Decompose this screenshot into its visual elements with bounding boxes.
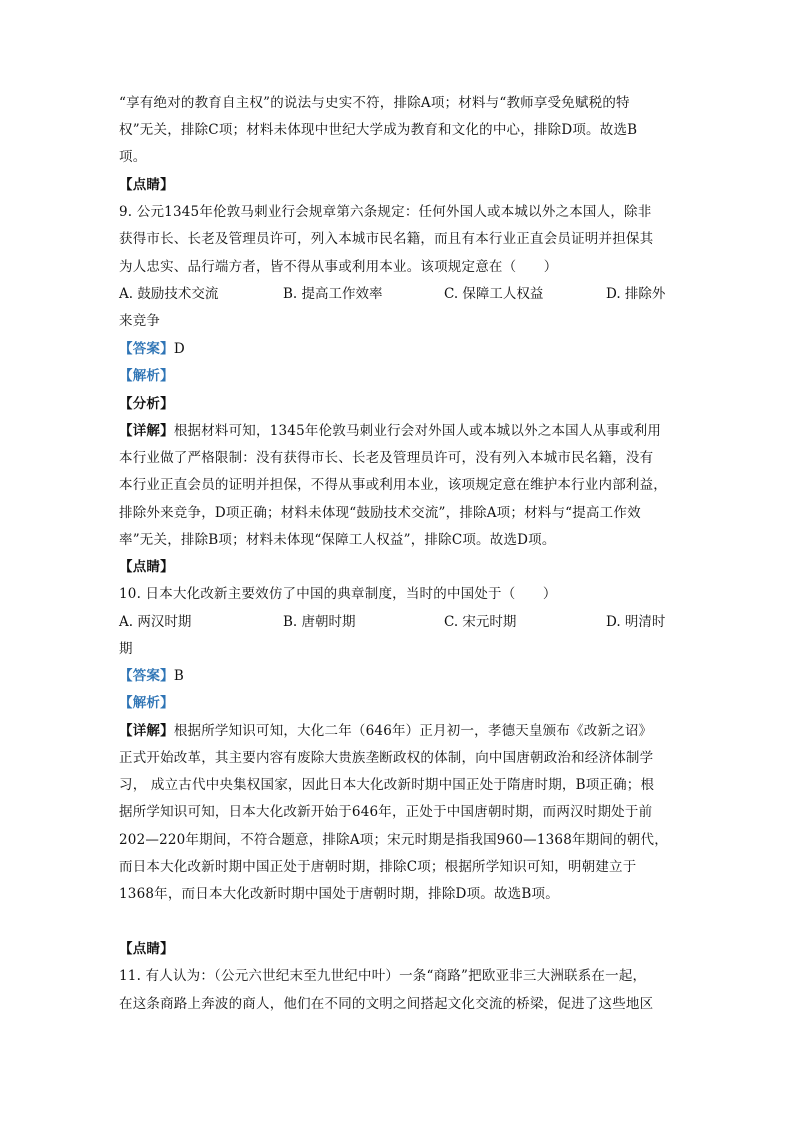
q9-option-b: B. 提高工作效率 [283, 286, 383, 302]
question-10-stem: 10. 日本大化改新主要效仿了中国的典章制度，当时的中国处于（ ） [119, 586, 557, 602]
q9-answer [119, 340, 679, 358]
text-line: 在这条商路上奔波的商人，他们在不同的文明之间搭起文化交流的桥梁，促进了这些地区 [119, 996, 654, 1012]
q9-option-c: C. 保障工人权益 [444, 286, 544, 302]
jiexi-tag: 【解析】 [119, 368, 174, 384]
text-line: 本行业做了严格限制：没有获得市长、长老及管理员许可，没有列入本城市民名籍，没有 [119, 450, 654, 466]
text-line: 而日本大化改新时期中国正处于唐朝时期，排除C项；根据所学知识可知，明朝建立于 [119, 859, 637, 875]
dianjing-tag: 【点睛】 [119, 941, 174, 957]
text-line: 项。 [119, 149, 147, 165]
text-line: 根据所学知识可知，大化二年（646年）正月初一，孝德天皇颁布《改新之诏》 [173, 723, 653, 739]
q9-option-d: D. 排除外 [606, 286, 666, 302]
answer-value: B [173, 668, 184, 684]
q10-option-d: D. 明清时 [606, 614, 666, 630]
q10-option-c: C. 宋元时期 [444, 614, 517, 630]
text-line: 为人忠实、品行端方者，皆不得从事或利用本业。该项规定意在（ ） [119, 259, 558, 275]
text-line: 排除外来竞争，D项正确；材料未体现“鼓励技术交流”，排除A项；材料与“提高工作效 [119, 505, 641, 521]
text-line: 正式开始改革，其主要内容有废除大贵族垄断政权的体制，向中国唐朝政治和经济体制学 [119, 750, 654, 766]
answer-tag: 【答案】 [119, 668, 174, 684]
q10-option-a: A. 两汉时期 [119, 614, 192, 630]
fenxi-tag: 【分析】 [119, 396, 174, 412]
answer-tag: 【答案】 [119, 341, 174, 357]
question-9-stem: 9. 公元1345年伦敦马刺业行会规章第六条规定：任何外国人或本城以外之本国人，除非 [119, 204, 652, 220]
text-line: 权”无关，排除C项；材料未体现中世纪大学成为教育和文化的中心，排除D项。故选B [119, 122, 638, 138]
text-line: 习， 成立古代中央集权国家，因此日本大化改新时期中国正处于隋唐时期，B项正确；根 [119, 777, 655, 793]
text-line: 1368年，而日本大化改新时期中国处于唐朝时期，排除D项。故选B项。 [119, 886, 559, 902]
q10-answer [119, 667, 679, 685]
q10-explanation [119, 722, 679, 740]
text-line: 根据材料可知，1345年伦敦马刺业行会对外国人或本城以外之本国人从事或利用 [173, 423, 662, 439]
question-11-stem: 11. 有人认为：（公元六世纪末至九世纪中叶）一条“商路”把欧亚非三大洲联系在一起， [119, 968, 647, 984]
q10-option-b: B. 唐朝时期 [283, 614, 356, 630]
dianjing-tag: 【点睛】 [119, 559, 174, 575]
text-line: 202—220年期间，不符合题意，排除A项；宋元时期是指我国960—1368年期间的朝代， [119, 832, 668, 848]
text-line: 来竞争 [119, 313, 161, 329]
answer-value: D [173, 341, 185, 357]
text-line: 据所学知识可知，日本大化改新开始于646年，正处于中国唐朝时期，而两汉时期处于前 [119, 804, 653, 820]
text-line: 期 [119, 641, 133, 657]
dianjing-tag: 【点睛】 [119, 177, 174, 193]
xiangjie-tag: 【详解】 [119, 423, 174, 439]
q9-option-a: A. 鼓励技术交流 [119, 286, 219, 302]
q9-explanation [119, 422, 679, 440]
xiangjie-tag: 【详解】 [119, 723, 174, 739]
text-line: 获得市长、长老及管理员许可，列入本城市民名籍，而且有本行业正直会员证明并担保其 [119, 231, 654, 247]
text-line: “享有绝对的教育自主权”的说法与史实不符，排除A项；材料与“教师享受免赋税的特 [119, 95, 630, 111]
text-line: 率”无关，排除B项；材料未体现“保障工人权益”，排除C项。故选D项。 [119, 532, 556, 548]
text-line: 本行业正直会员的证明并担保，不得从事或利用本业，该项规定意在维护本行业内部利益， [119, 477, 667, 493]
jiexi-tag: 【解析】 [119, 695, 174, 711]
